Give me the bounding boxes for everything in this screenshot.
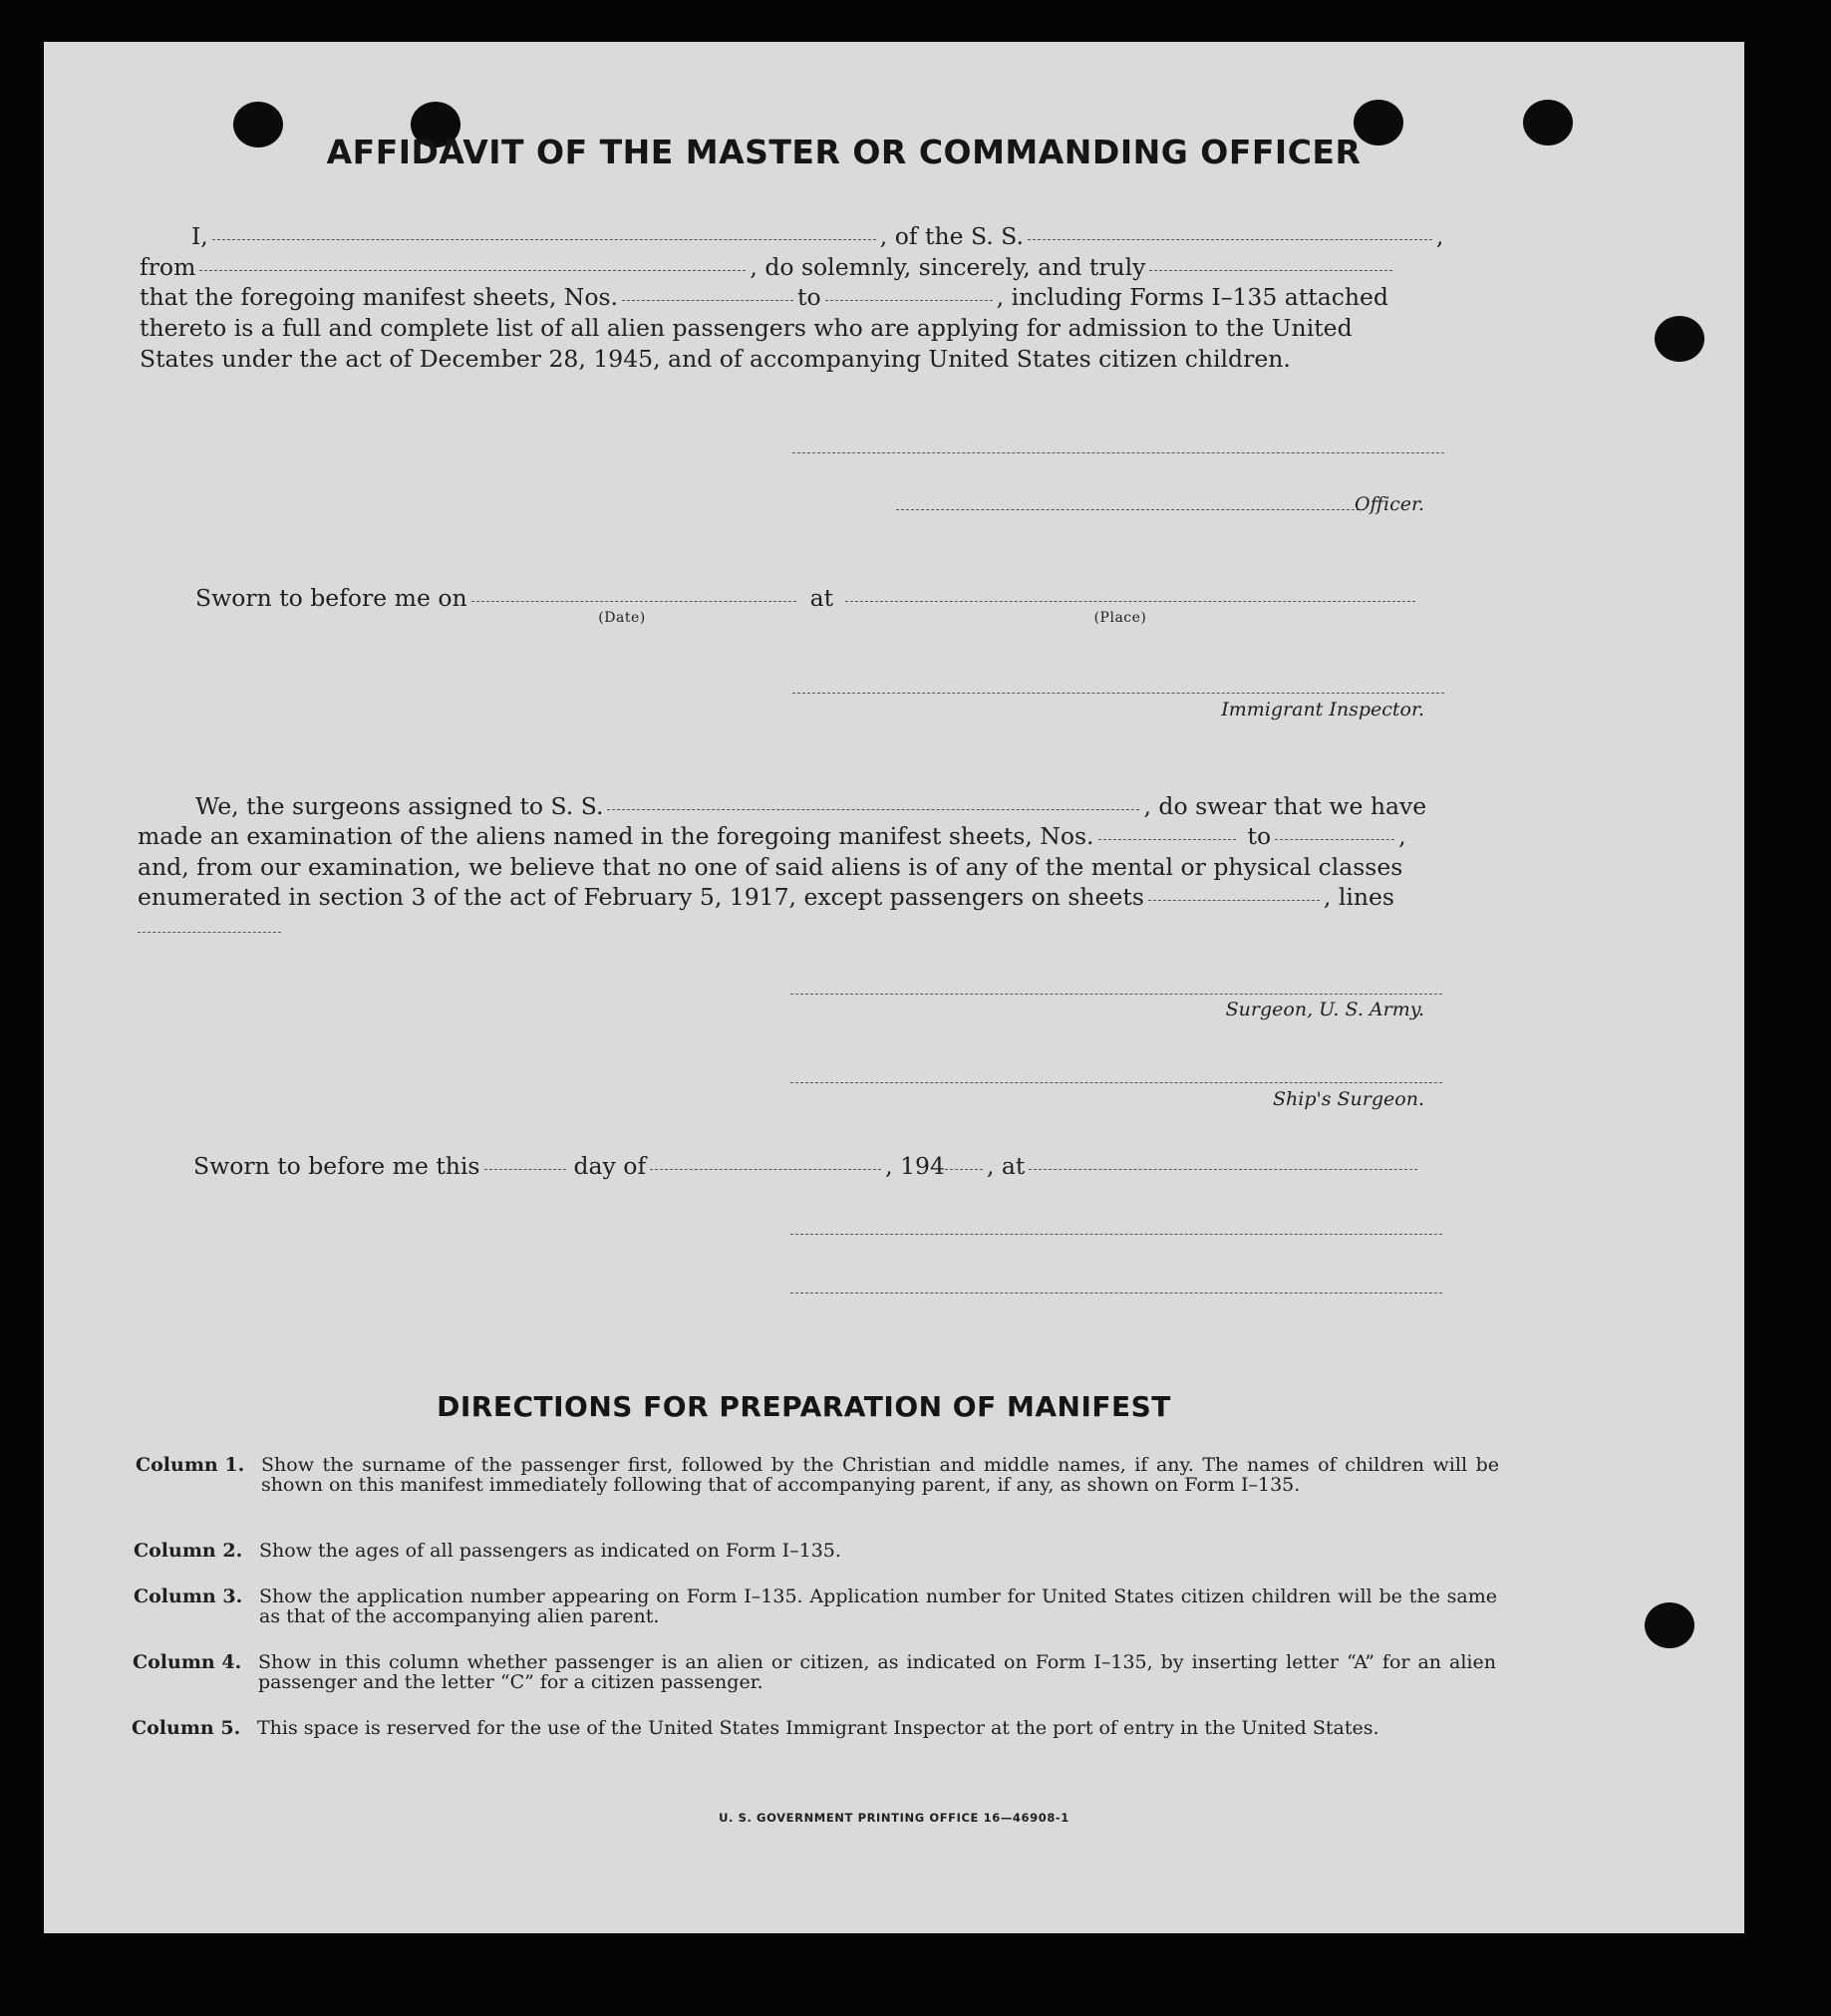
- except-lines-field[interactable]: [138, 932, 281, 933]
- sworn-text: Sworn to before me this: [193, 1152, 480, 1180]
- affidavit-line-3: [140, 282, 1388, 313]
- form-sheet: [44, 42, 1744, 1933]
- direction-text: Show the ages of all passengers as indicated on Form I–135.: [259, 1540, 841, 1562]
- officer-caption: Officer.: [1354, 493, 1424, 515]
- sworn-day-field[interactable]: [484, 1169, 566, 1170]
- direction-text: This space is reserved for the use of the United States Immigrant Inspector at the port of entry in the United States.: [257, 1717, 1379, 1739]
- sworn-text: at: [809, 584, 834, 612]
- surgeons-ship-field[interactable]: [607, 809, 1139, 810]
- direction-label: Column 3.: [134, 1585, 243, 1607]
- ship-surgeon-caption: Ship's Surgeon.: [1273, 1088, 1424, 1110]
- officer-title-line-2[interactable]: [790, 1293, 1442, 1294]
- port-from-field[interactable]: [199, 270, 746, 271]
- punch-hole: [1655, 316, 1704, 362]
- surgeons-sheets-from-field[interactable]: [1098, 839, 1236, 840]
- surgeons-line-3: and, from our examination, we believe that no one of said aliens is of any of the mental or physical classes: [138, 853, 1403, 881]
- affidavit-line-1: [191, 221, 1443, 252]
- affidavit-text: from: [140, 253, 196, 281]
- affidavit-text: that the foregoing manifest sheets, Nos.: [140, 283, 619, 311]
- surgeons-text: , lines: [1323, 883, 1394, 911]
- direction-label: Column 4.: [133, 1651, 242, 1673]
- sworn-line-2: [193, 1151, 1421, 1182]
- affidavit-text: , do solemnly, sincerely, and truly: [750, 253, 1146, 281]
- inspector-caption: Immigrant Inspector.: [1221, 699, 1424, 720]
- affidavit-line-4: thereto is a full and complete list of all alien passengers who are applying for admission to the United: [140, 314, 1353, 342]
- sworn-text: Sworn to before me on: [195, 584, 467, 612]
- sworn-text: , at: [986, 1152, 1026, 1180]
- affidavit-line-5: States under the act of December 28, 1945, and of accompanying United States citizen children.: [140, 345, 1291, 373]
- direction-label: Column 1.: [136, 1454, 245, 1476]
- direction-text: Show the application number appearing on Form I–135. Application number for United States citizen children will be the same as that of the accompanying alien parent.: [259, 1585, 1497, 1627]
- sheets-from-field[interactable]: [622, 300, 793, 301]
- sheets-to-field[interactable]: [825, 300, 993, 301]
- inspector-signature-line[interactable]: [792, 693, 1444, 694]
- affidavit-line-2: [140, 252, 1396, 283]
- direction-text: Show the surname of the passenger first, followed by the Christian and middle names, if any. The names of children will be shown on this manifest immediately following that of accompanying parent, if any, as shown on Form I–135.: [261, 1454, 1499, 1496]
- oath-field[interactable]: [1149, 270, 1392, 271]
- affidavit-text: , of the S. S.: [879, 222, 1024, 250]
- army-surgeon-caption: Surgeon, U. S. Army.: [1225, 999, 1424, 1020]
- direction-text: Show in this column whether passenger is an alien or citizen, as indicated on Form I–135, by inserting letter “A” for an alien passenger and the letter “C” for a citizen passenger.: [258, 1651, 1496, 1693]
- sworn-text: , 194: [885, 1152, 945, 1180]
- affidavit-text: to: [797, 283, 821, 311]
- officer-name-field[interactable]: [212, 239, 876, 240]
- affidavit-text: I,: [191, 222, 208, 250]
- sworn-line-1: [195, 583, 1419, 614]
- surgeons-sheets-to-field[interactable]: [1275, 839, 1394, 840]
- ship-surgeon-signature-line[interactable]: [790, 1082, 1442, 1083]
- punch-hole: [1645, 1602, 1694, 1648]
- ship-name-field[interactable]: [1028, 239, 1432, 240]
- date-label: (Date): [598, 610, 646, 626]
- sworn-date-field[interactable]: [471, 601, 796, 602]
- place-label: (Place): [1093, 610, 1147, 626]
- officer-signature-line-2[interactable]: [790, 1234, 1442, 1235]
- army-surgeon-signature-line[interactable]: [790, 994, 1442, 995]
- officer-signature-line[interactable]: [792, 452, 1444, 453]
- sworn-text: day of: [573, 1152, 647, 1180]
- sworn-place-field[interactable]: [845, 601, 1415, 602]
- printing-office-footer: U. S. GOVERNMENT PRINTING OFFICE 16—46908-1: [719, 1811, 1069, 1825]
- affidavit-text: ,: [1435, 222, 1444, 250]
- surgeons-text: to: [1247, 822, 1272, 850]
- directions-title: DIRECTIONS FOR PREPARATION OF MANIFEST: [437, 1390, 1171, 1423]
- surgeons-text: enumerated in section 3 of the act of February 5, 1917, except passengers on sheets: [138, 883, 1144, 911]
- direction-label: Column 2.: [134, 1540, 243, 1562]
- surgeons-text: We, the surgeons assigned to S. S.: [195, 792, 604, 820]
- direction-label: Column 5.: [132, 1717, 241, 1739]
- sworn-place-field-2[interactable]: [1029, 1169, 1417, 1170]
- except-sheets-field[interactable]: [1148, 900, 1320, 901]
- surgeons-text: made an examination of the aliens named in the foregoing manifest sheets, Nos.: [138, 822, 1094, 850]
- sworn-month-field[interactable]: [650, 1169, 881, 1170]
- surgeons-line-2: [138, 821, 1406, 852]
- affidavit-text: , including Forms I–135 attached: [996, 283, 1388, 311]
- sworn-year-field[interactable]: [945, 1169, 983, 1170]
- surgeons-text: , do swear that we have: [1143, 792, 1427, 820]
- surgeons-text: ,: [1398, 822, 1406, 850]
- surgeons-line-4: [138, 882, 1394, 913]
- surgeons-line-1: [195, 791, 1426, 822]
- form-title: AFFIDAVIT OF THE MASTER OR COMMANDING OFFICER: [326, 133, 1362, 171]
